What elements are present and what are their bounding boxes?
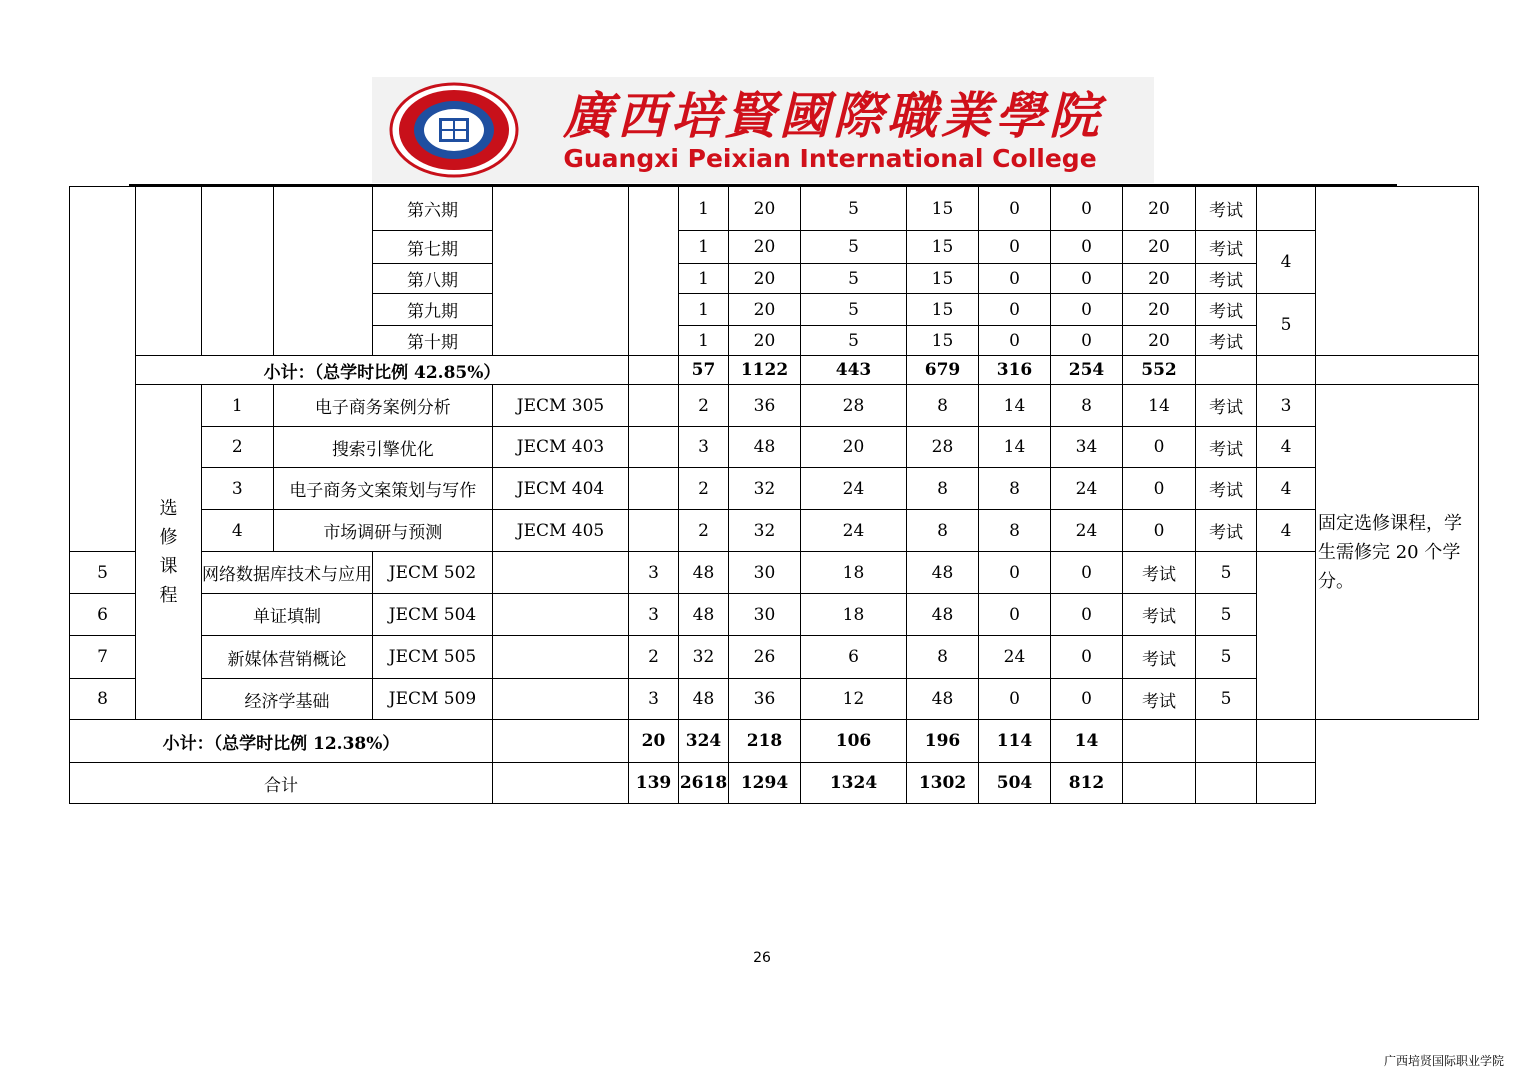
theory-hours-cell: 5 <box>801 294 907 326</box>
subtotal-value: 552 <box>1123 356 1196 385</box>
table-row <box>70 427 1479 468</box>
subtotal-row <box>70 356 1479 385</box>
hours-cell: 20 <box>1123 326 1196 356</box>
credit-cell: 3 <box>629 594 679 636</box>
table-row <box>70 679 1479 720</box>
hours-cell: 20 <box>1123 294 1196 326</box>
blank-cell <box>629 187 679 356</box>
subtotal-value: 218 <box>729 720 801 763</box>
subtotal-row <box>70 720 1479 763</box>
hours-cell: 0 <box>979 552 1051 594</box>
hours-cell: 0 <box>979 231 1051 264</box>
table-row <box>70 468 1479 510</box>
hours-cell: 24 <box>1051 510 1123 552</box>
subtotal-value: 324 <box>679 720 729 763</box>
practice-hours-cell: 8 <box>907 385 979 427</box>
hours-cell: 0 <box>1051 187 1123 231</box>
hours-cell: 20 <box>1123 231 1196 264</box>
total-hours-cell: 32 <box>729 468 801 510</box>
subtotal-value: 14 <box>1051 720 1123 763</box>
hours-cell: 0 <box>979 187 1051 231</box>
hours-cell: 0 <box>979 679 1051 720</box>
credit-cell: 3 <box>629 552 679 594</box>
course-name-cell: 搜索引擎优化 <box>273 427 492 468</box>
course-plan-table <box>69 186 1479 804</box>
practice-hours-cell: 18 <box>801 594 907 636</box>
course-code-cell: JECM 305 <box>493 385 629 427</box>
practice-hours-cell: 6 <box>801 636 907 679</box>
hours-cell: 8 <box>979 510 1051 552</box>
number-cell <box>202 187 274 356</box>
college-seal-logo <box>388 82 520 178</box>
course-code-cell <box>493 187 629 356</box>
number-cell: 4 <box>202 510 274 552</box>
hours-cell: 34 <box>1051 427 1123 468</box>
hours-cell: 8 <box>979 468 1051 510</box>
course-code-cell: JECM 405 <box>493 510 629 552</box>
number-cell: 5 <box>70 552 136 594</box>
practice-hours-cell: 8 <box>907 510 979 552</box>
number-cell: 7 <box>70 636 136 679</box>
credit-cell: 2 <box>629 636 679 679</box>
blank-cell <box>1316 356 1479 385</box>
assessment-cell: 考试 <box>1123 594 1196 636</box>
semester-cell: 4 <box>1257 231 1316 294</box>
number-cell: 6 <box>70 594 136 636</box>
assessment-cell: 考试 <box>1196 468 1257 510</box>
subtotal-value: 443 <box>801 356 907 385</box>
hours-cell: 0 <box>979 326 1051 356</box>
assessment-cell: 考试 <box>1196 187 1257 231</box>
subtotal-value: 1122 <box>729 356 801 385</box>
semester-cell: 5 <box>1196 636 1257 679</box>
theory-hours-cell: 28 <box>801 385 907 427</box>
credit-cell: 2 <box>679 385 729 427</box>
total-hours-cell: 20 <box>729 294 801 326</box>
hours-cell: 0 <box>1051 636 1123 679</box>
blank-cell <box>629 468 679 510</box>
hours-cell: 8 <box>907 636 979 679</box>
category-char: 课 <box>159 556 178 577</box>
category-cell <box>136 187 202 356</box>
subtotal-value: 196 <box>907 720 979 763</box>
number-cell: 8 <box>70 679 136 720</box>
practice-hours-cell: 15 <box>907 231 979 264</box>
total-hours-cell: 48 <box>679 594 729 636</box>
assessment-cell: 考试 <box>1196 385 1257 427</box>
assessment-cell: 考试 <box>1123 552 1196 594</box>
hours-cell: 0 <box>1051 594 1123 636</box>
practice-hours-cell: 28 <box>907 427 979 468</box>
semester-cell: 3 <box>1257 385 1316 427</box>
outer-column-cell <box>70 187 136 552</box>
theory-hours-cell: 5 <box>801 187 907 231</box>
hours-cell: 0 <box>1123 510 1196 552</box>
credit-cell: 1 <box>679 326 729 356</box>
course-name-cell: 市场调研与预测 <box>273 510 492 552</box>
theory-hours-cell: 24 <box>801 510 907 552</box>
credit-cell: 2 <box>679 510 729 552</box>
blank-cell <box>1196 720 1257 763</box>
semester-cell: 5 <box>1196 679 1257 720</box>
subtotal-value: 20 <box>629 720 679 763</box>
assessment-cell: 考试 <box>1123 679 1196 720</box>
credit-cell: 1 <box>679 187 729 231</box>
hours-cell: 0 <box>979 594 1051 636</box>
course-name-cell: 电子商务文案策划与写作 <box>273 468 492 510</box>
blank-cell <box>493 763 629 804</box>
hours-cell: 0 <box>1051 231 1123 264</box>
total-hours-cell: 48 <box>729 427 801 468</box>
hours-cell: 0 <box>1051 326 1123 356</box>
table-row <box>70 187 1479 231</box>
hours-cell: 48 <box>907 594 979 636</box>
semester-cell: 4 <box>1257 510 1316 552</box>
hours-cell: 14 <box>979 385 1051 427</box>
total-hours-cell: 48 <box>679 679 729 720</box>
course-name-cell: 新媒体营销概论 <box>202 636 373 679</box>
subtotal-value: 106 <box>801 720 907 763</box>
course-code-cell: JECM 502 <box>373 552 493 594</box>
total-hours-cell: 32 <box>679 636 729 679</box>
blank-cell <box>493 552 629 594</box>
table-row <box>70 510 1479 552</box>
practice-hours-cell: 12 <box>801 679 907 720</box>
page-number: 26 <box>753 950 771 966</box>
course-code-cell: JECM 403 <box>493 427 629 468</box>
total-hours-cell: 20 <box>729 187 801 231</box>
blank-cell <box>629 510 679 552</box>
blank-cell <box>629 385 679 427</box>
grand-total-value: 2618 <box>679 763 729 804</box>
grand-total-value: 812 <box>1051 763 1123 804</box>
theory-hours-cell: 30 <box>729 552 801 594</box>
blank-cell <box>493 594 629 636</box>
remarks-cell <box>1316 187 1479 356</box>
term-cell: 第六期 <box>373 187 493 231</box>
term-cell: 第九期 <box>373 294 493 326</box>
semester-cell: 5 <box>1196 552 1257 594</box>
table-row <box>70 385 1479 427</box>
course-name-cell: 单证填制 <box>202 594 373 636</box>
theory-hours-cell: 20 <box>801 427 907 468</box>
total-hours-cell: 20 <box>729 326 801 356</box>
semester-cell <box>1257 187 1316 231</box>
college-banner <box>372 77 1154 183</box>
hours-cell: 14 <box>979 427 1051 468</box>
grand-total-value: 1302 <box>907 763 979 804</box>
college-name-english: Guangxi Peixian International College <box>563 144 1097 173</box>
assessment-cell: 考试 <box>1123 636 1196 679</box>
blank-cell <box>629 356 679 385</box>
grand-total-value: 1324 <box>801 763 907 804</box>
hours-cell: 48 <box>907 679 979 720</box>
assessment-cell: 考试 <box>1196 264 1257 294</box>
grand-total-value: 504 <box>979 763 1051 804</box>
table-row <box>70 636 1479 679</box>
blank-cell <box>1257 720 1316 763</box>
assessment-cell: 考试 <box>1196 427 1257 468</box>
course-name-cell: 网络数据库技术与应用 <box>202 552 373 594</box>
total-hours-cell: 20 <box>729 231 801 264</box>
table-row <box>70 594 1479 636</box>
term-cell: 第八期 <box>373 264 493 294</box>
course-code-cell: JECM 509 <box>373 679 493 720</box>
hours-cell: 0 <box>1051 264 1123 294</box>
grand-total-value: 139 <box>629 763 679 804</box>
subtotal-value: 679 <box>907 356 979 385</box>
practice-hours-cell: 8 <box>907 468 979 510</box>
category-char: 修 <box>159 527 178 548</box>
blank-cell <box>1257 356 1316 385</box>
blank-cell <box>493 636 629 679</box>
course-name-cell: 电子商务案例分析 <box>273 385 492 427</box>
grand-total-row <box>70 763 1479 804</box>
elective-category-cell <box>136 385 202 720</box>
theory-hours-cell: 26 <box>729 636 801 679</box>
theory-hours-cell: 36 <box>729 679 801 720</box>
hours-cell: 24 <box>1051 468 1123 510</box>
practice-hours-cell: 15 <box>907 294 979 326</box>
semester-cell: 4 <box>1257 468 1316 510</box>
semester-cell: 5 <box>1196 594 1257 636</box>
grand-total-value: 1294 <box>729 763 801 804</box>
hours-cell: 20 <box>1123 264 1196 294</box>
semester-cell: 5 <box>1257 294 1316 356</box>
course-name-cell <box>273 187 372 356</box>
theory-hours-cell: 24 <box>801 468 907 510</box>
elective-note-cell: 固定选修课程，学生需修完 20 个学分。 <box>1316 385 1479 720</box>
category-char: 选 <box>159 498 178 519</box>
category-char: 程 <box>159 585 178 606</box>
number-cell: 1 <box>202 385 274 427</box>
hours-cell: 24 <box>979 636 1051 679</box>
hours-cell: 0 <box>1051 679 1123 720</box>
credit-cell: 1 <box>679 264 729 294</box>
assessment-cell: 考试 <box>1196 326 1257 356</box>
hours-cell: 8 <box>1051 385 1123 427</box>
blank-cell <box>493 720 629 763</box>
blank-cell <box>1257 763 1316 804</box>
credit-cell: 3 <box>679 427 729 468</box>
total-hours-cell: 32 <box>729 510 801 552</box>
table-row <box>70 552 1479 594</box>
hours-cell: 48 <box>907 552 979 594</box>
total-hours-cell: 48 <box>679 552 729 594</box>
subtotal-value: 114 <box>979 720 1051 763</box>
theory-hours-cell: 30 <box>729 594 801 636</box>
footer-college-name: 广西培贤国际职业学院 <box>1383 1054 1504 1068</box>
subtotal-value: 316 <box>979 356 1051 385</box>
theory-hours-cell: 5 <box>801 264 907 294</box>
assessment-cell: 考试 <box>1196 294 1257 326</box>
credit-cell: 1 <box>679 231 729 264</box>
course-code-cell: JECM 505 <box>373 636 493 679</box>
theory-hours-cell: 5 <box>801 326 907 356</box>
total-hours-cell: 36 <box>729 385 801 427</box>
hours-cell: 0 <box>1123 427 1196 468</box>
blank-cell <box>493 679 629 720</box>
blank-cell <box>1123 720 1196 763</box>
blank-cell <box>1123 763 1196 804</box>
hours-cell: 14 <box>1123 385 1196 427</box>
theory-hours-cell: 5 <box>801 231 907 264</box>
hours-cell: 20 <box>1123 187 1196 231</box>
assessment-cell: 考试 <box>1196 510 1257 552</box>
blank-cell <box>1196 356 1257 385</box>
course-code-cell: JECM 404 <box>493 468 629 510</box>
blank-cell <box>1196 763 1257 804</box>
hours-cell: 0 <box>979 294 1051 326</box>
practice-hours-cell: 15 <box>907 187 979 231</box>
credit-cell: 3 <box>629 679 679 720</box>
hours-cell: 0 <box>1051 552 1123 594</box>
assessment-cell: 考试 <box>1196 231 1257 264</box>
practice-hours-cell: 18 <box>801 552 907 594</box>
subtotal-value: 254 <box>1051 356 1123 385</box>
credit-cell: 2 <box>679 468 729 510</box>
practice-hours-cell: 15 <box>907 326 979 356</box>
college-name-chinese: 廣西培賢國際職業學院 <box>563 86 1103 145</box>
subtotal-value: 57 <box>679 356 729 385</box>
term-cell: 第七期 <box>373 231 493 264</box>
total-hours-cell: 20 <box>729 264 801 294</box>
semester-cell: 4 <box>1257 427 1316 468</box>
hours-cell: 0 <box>979 264 1051 294</box>
subtotal-label: 小计：（总学时比例 42.85%） <box>136 356 629 385</box>
term-cell: 第十期 <box>373 326 493 356</box>
hours-cell: 0 <box>1123 468 1196 510</box>
number-cell: 2 <box>202 427 274 468</box>
practice-hours-cell: 15 <box>907 264 979 294</box>
course-name-cell: 经济学基础 <box>202 679 373 720</box>
credit-cell: 1 <box>679 294 729 326</box>
subtotal-label: 小计：（总学时比例 12.38%） <box>70 720 493 763</box>
number-cell: 3 <box>202 468 274 510</box>
blank-cell <box>629 427 679 468</box>
grand-total-label: 合计 <box>70 763 493 804</box>
course-code-cell: JECM 504 <box>373 594 493 636</box>
hours-cell: 0 <box>1051 294 1123 326</box>
